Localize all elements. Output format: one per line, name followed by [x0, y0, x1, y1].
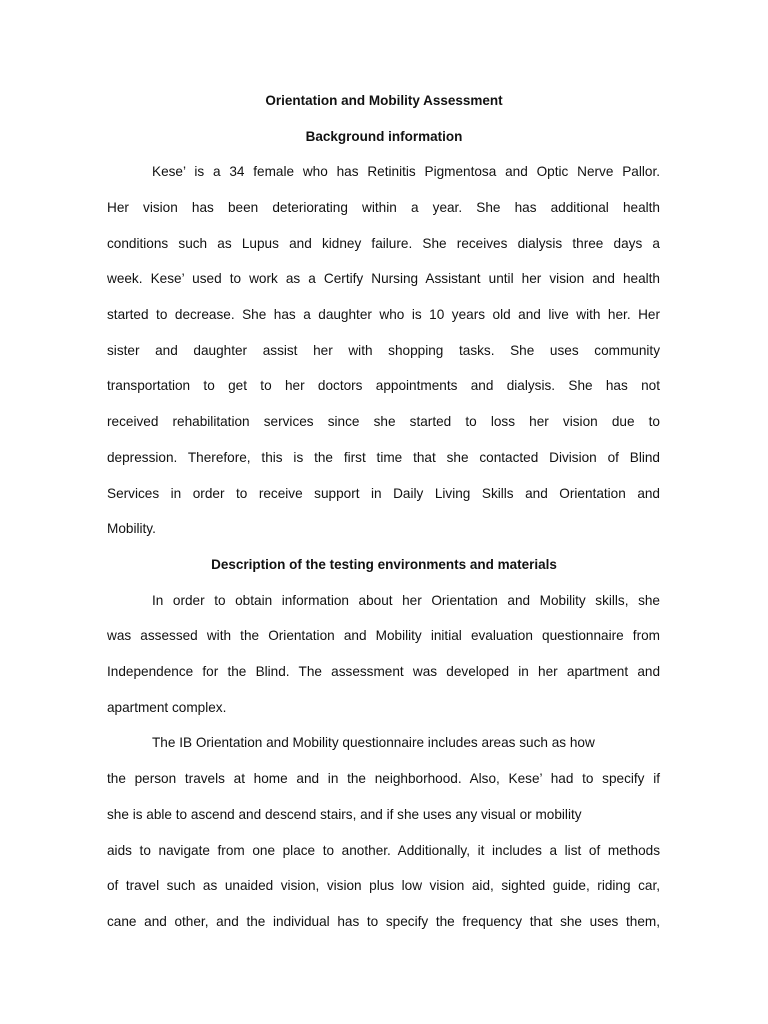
document-title: Orientation and Mobility Assessment — [265, 93, 503, 108]
paragraph-line: week. Kese’ used to work as a Certify Nursing Assistant until her vision and health — [107, 271, 660, 286]
paragraph-line: aids to navigate from one place to another. Additionally, it includes a list of methods — [107, 843, 660, 858]
paragraph-line: depression. Therefore, this is the first time that she contacted Division of Blind — [107, 450, 660, 465]
paragraph-line: of travel such as unaided vision, vision plus low vision aid, sighted guide, riding car, — [107, 878, 660, 893]
paragraph-line: cane and other, and the individual has to specify the frequency that she uses them, — [107, 914, 660, 929]
paragraph-line: received rehabilitation services since she started to loss her vision due to — [107, 414, 660, 429]
paragraph-line: sister and daughter assist her with shopping tasks. She uses community — [107, 343, 660, 358]
paragraph-line: conditions such as Lupus and kidney failure. She receives dialysis three days a — [107, 236, 660, 251]
paragraph-line: Mobility. — [107, 521, 156, 536]
section-heading-testing: Description of the testing environments and materials — [211, 557, 557, 572]
paragraph-line: In order to obtain information about her Orientation and Mobility skills, she — [152, 593, 660, 608]
paragraph-line: Her vision has been deteriorating within a year. She has additional health — [107, 200, 660, 215]
paragraph-line: apartment complex. — [107, 700, 227, 715]
paragraph-line: she is able to ascend and descend stairs, and if she uses any visual or mobility — [107, 807, 582, 822]
section-heading-background: Background information — [305, 129, 463, 144]
paragraph-line: Services in order to receive support in Daily Living Skills and Orientation and — [107, 486, 660, 501]
paragraph-line: was assessed with the Orientation and Mobility initial evaluation questionnaire from — [107, 628, 660, 643]
paragraph-line: started to decrease. She has a daughter who is 10 years old and live with her. Her — [107, 307, 660, 322]
paragraph-line: The IB Orientation and Mobility questionnaire includes areas such as how — [152, 735, 595, 750]
paragraph-line: transportation to get to her doctors appointments and dialysis. She has not — [107, 378, 660, 393]
paragraph-line: Kese’ is a 34 female who has Retinitis Pigmentosa and Optic Nerve Pallor. — [152, 164, 660, 179]
paragraph-line: Independence for the Blind. The assessment was developed in her apartment and — [107, 664, 660, 679]
paragraph-line: the person travels at home and in the neighborhood. Also, Kese’ had to specify if — [107, 771, 660, 786]
